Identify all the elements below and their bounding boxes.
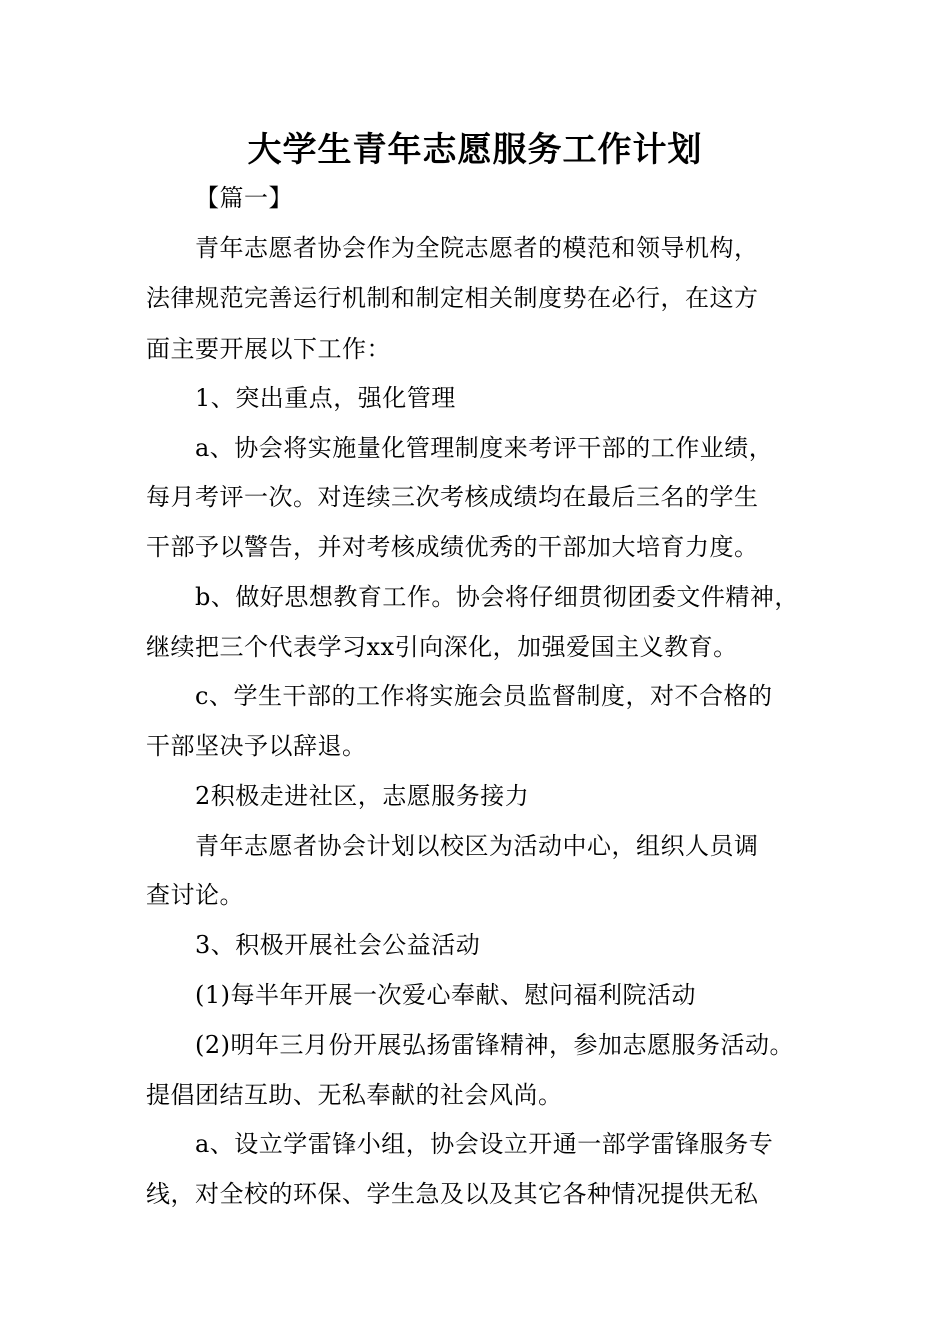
paragraph-line: 1、突出重点，强化管理 [195, 384, 456, 412]
document-title: 大学生青年志愿服务工作计划 [247, 130, 703, 170]
paragraph-line: 青年志愿者协会作为全院志愿者的模范和领导机构， [195, 234, 759, 262]
section-label: 【篇一】 [195, 184, 293, 212]
paragraph-line: b、做好思想教育工作。协会将仔细贯彻团委文件精神， [195, 583, 799, 611]
paragraph-line: (2)明年三月份开展弘扬雷锋精神，参加志愿服务活动。 [195, 1031, 794, 1059]
paragraph-line: c、学生干部的工作将实施会员监督制度，对不合格的 [195, 682, 773, 710]
paragraph-line: 2积极走进社区，志愿服务接力 [195, 782, 530, 810]
paragraph-line: 法律规范完善运行机制和制定相关制度势在必行，在这方 [146, 284, 759, 312]
paragraph-line: 干部坚决予以辞退。 [146, 732, 367, 760]
paragraph-line: 干部予以警告，并对考核成绩优秀的干部加大培育力度。 [146, 533, 759, 561]
paragraph-line: 提倡团结互助、无私奉献的社会风尚。 [146, 1081, 563, 1109]
paragraph-line: 线，对全校的环保、学生急及以及其它各种情况提供无私 [146, 1180, 759, 1208]
paragraph-line: 3、积极开展社会公益活动 [195, 931, 481, 959]
paragraph-line: 继续把三个代表学习xx引向深化，加强爱国主义教育。 [146, 633, 738, 661]
paragraph-line: 每月考评一次。对连续三次考核成绩均在最后三名的学生 [146, 483, 759, 511]
paragraph-line: 青年志愿者协会计划以校区为活动中心，组织人员调 [195, 832, 759, 860]
paragraph-line: 查讨论。 [146, 881, 244, 909]
paragraph-line: a、协会将实施量化管理制度来考评干部的工作业绩， [195, 434, 774, 462]
paragraph-line: 面主要开展以下工作： [146, 335, 391, 363]
paragraph-line: (1)每半年开展一次爱心奉献、慰问福利院活动 [195, 981, 696, 1009]
paragraph-line: a、设立学雷锋小组，协会设立开通一部学雷锋服务专 [195, 1130, 774, 1158]
